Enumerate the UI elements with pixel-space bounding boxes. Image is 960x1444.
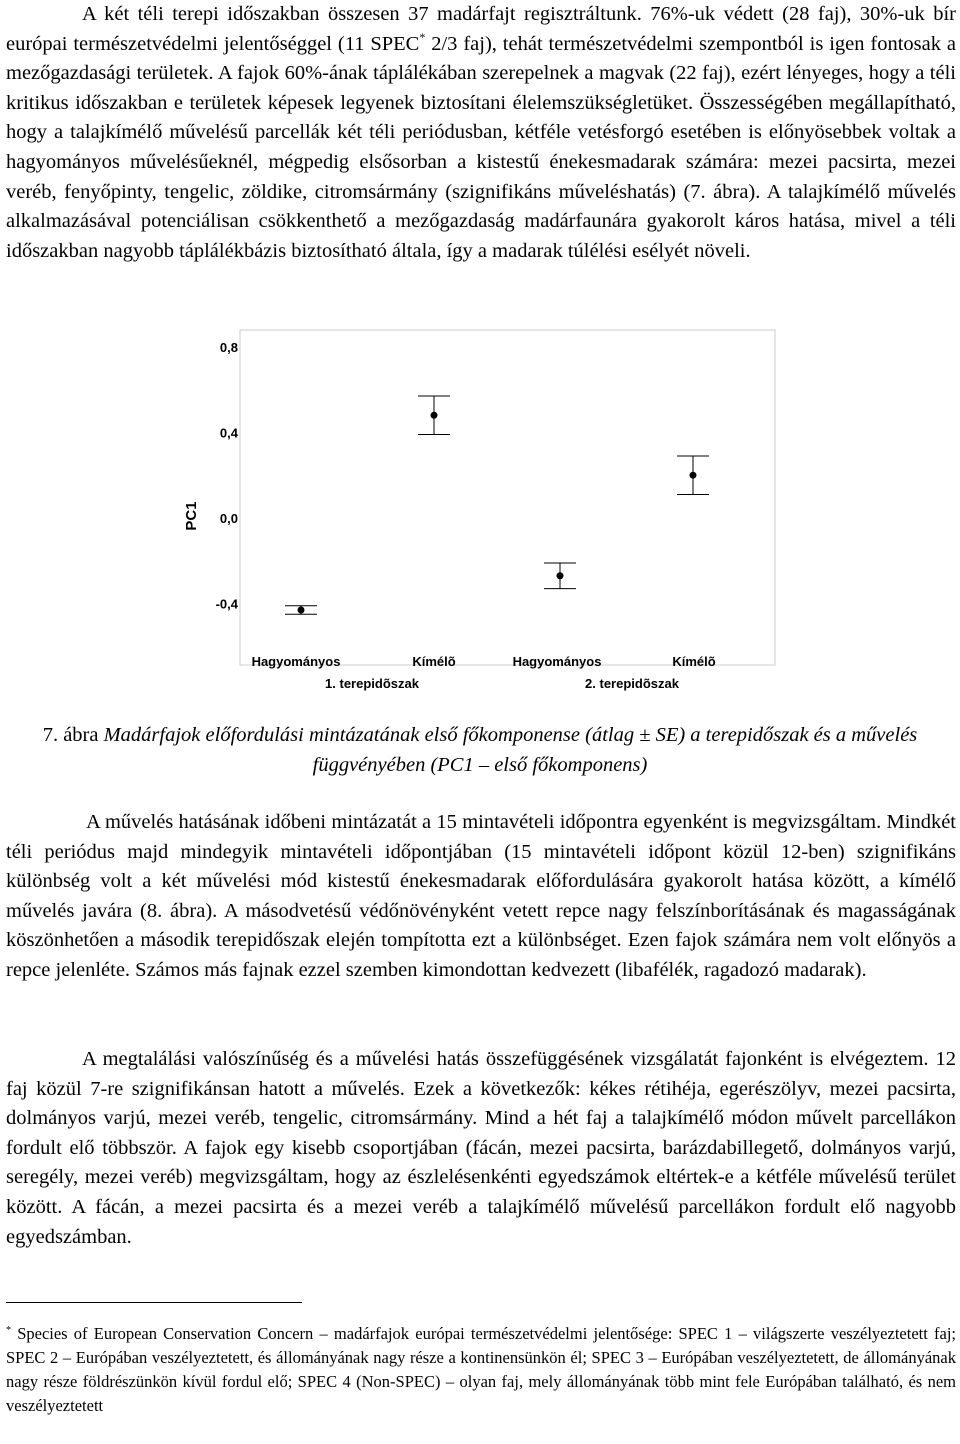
mean-point	[557, 572, 564, 579]
paragraph-2: A művelés hatásának időbeni mintázatát a 15 mintavételi időpontra egyenként is megvizsgáltam. Mindkét téli periódus majd mindegyik mintavételi időpontjában (15 mintavételi időpont közül 12-ben) szignifikáns különbség volt a két művelési mód kistestű énekesmadarak előfordulására gyakorolt hatása között, a kímélő művelés javára (8. ábra). A másodvetésű védőnövényként vetett repce nagy felszínborításának és magasságának köszönhetően a második terepidőszak elején tompította ezt a különbséget. Ezen fajok számára nem volt előnyös a repce jelenléte. Számos más fajnak ezzel szemben kimondottan kedvezett (libafélék, ragadozó madarak).	[6, 811, 956, 981]
footnote-text: Species of European Conservation Concern – madárfajok európai természetvédelmi jelentősége: SPEC 1 – világszerte veszélyeztetett faj; SPEC 2 – Európában veszélyeztetett, és állományának nagy része a kontinensünkön él; SPEC 3 – Európában veszélyeztetett, de állományának nagy része földrészünkön kívül fordul elő; SPEC 4 (Non-SPEC) – olyan faj, mely állományának több mint fele Európában található, és nem veszélyeztetett	[6, 1324, 956, 1415]
y-ticks	[216, 340, 239, 612]
x-category-label: Kímélõ	[412, 654, 456, 669]
x-category-label: Kímélõ	[672, 654, 716, 669]
figure-number: 7. ábra	[42, 724, 99, 746]
pc1-chart	[160, 318, 800, 710]
data-point-group	[418, 396, 450, 435]
paragraph-1-part-a: A két téli terepi időszakban összesen 37 madárfajt regisztráltunk. 76%-uk védett (28 faj), 30%-uk bír európai természetvédelmi jelentőséggel (11 SPEC	[6, 3, 956, 55]
mean-point	[298, 607, 305, 614]
y-axis-label: PC1	[183, 501, 200, 531]
footnote-divider	[6, 1302, 302, 1303]
footnote	[6, 1322, 956, 1418]
mean-point	[431, 412, 438, 419]
figure-caption	[40, 720, 920, 780]
paragraph-1-part-b: 2/3 faj), tehát természetvédelmi szempontból is igen fontosak a mezőgazdasági területek. A fajok 60%-ának táplálékában szerepelnek a magvak (22 faj), ezért lényeges, hogy a téli kritikus időszakban e területek képesek legyenek biztosítani élelemszükségletüket. Összességében megállapítható, hogy a talajkímélő művelésű parcellák két téli periódusban, kétféle vetésforgó esetében is előnyösebbek voltak a hagyományos művelésűeknél, mégpedig elsősorban a kistestű énekesmadarak számára: mezei pacsirta, mezei veréb, fenyőpinty, tengelic, zöldike, citromsármány (szignifikáns műveléshatás) (7. ábra). A talajkímélő művelés alkalmazásával potenciálisan csökkenthető a mezőgazdaság madárfaunára gyakorolt káros hatása, mivel a téli időszakban nagyobb táplálékbázis biztosítható általa, így a madarak túlélési esélyét növeli.	[6, 32, 956, 262]
x-category-labels	[252, 654, 716, 669]
mean-point	[690, 472, 697, 479]
x-category-label: Hagyományos	[251, 654, 341, 669]
data-points	[285, 396, 709, 614]
x-group-labels	[325, 676, 680, 691]
figure-caption-text: Madárfajok előfordulási mintázatának első főkomponense (átlag ± SE) a terepidőszak és a művelés függvényében (PC1 – első főkomponens)	[98, 724, 918, 776]
x-group-label: 1. terepidõszak	[325, 676, 419, 691]
y-tick-label: 0,4	[219, 425, 238, 441]
data-point-group	[285, 606, 317, 615]
paragraph-1	[6, 0, 956, 266]
y-tick-label: 0,8	[219, 339, 238, 355]
plot-frame	[240, 330, 775, 665]
spec-footnote-marker[interactable]: *	[419, 29, 426, 44]
y-tick-label: 0,0	[219, 511, 238, 526]
paragraph-3: A megtalálási valószínűség és a művelési hatás összefüggésének vizsgálatát fajonként is elvégeztem. 12 faj közül 7-re szignifikánsan hatott a művelés. Ezek a következők: kékes rétihéja, egerészölyv, mezei pacsirta, dolmányos varjú, mezei veréb, tengelic, citromsármány. Mind a hét faj a talajkímélő módon művelt parcellákon fordult elő többször. A fajok egy kisebb csoportjában (fácán, mezei pacsirta, barázdabillegető, dolmányos varjú, seregély, mezei veréb) megvizsgáltam, hogy az észlelésenkénti egyedszámok eltértek-e a kétféle művelésű terület között. A fácán, a mezei pacsirta és a mezei veréb a talajkímélő művelésű parcellákon fordult elő nagyobb egyedszámban.	[6, 1048, 956, 1248]
y-tick-label: -0,4	[215, 596, 238, 612]
x-group-label: 2. terepidõszak	[585, 676, 679, 691]
footnote-marker: *	[6, 1325, 11, 1336]
data-point-group	[544, 563, 576, 589]
data-point-group	[677, 456, 709, 495]
x-category-label: Hagyományos	[512, 654, 602, 669]
